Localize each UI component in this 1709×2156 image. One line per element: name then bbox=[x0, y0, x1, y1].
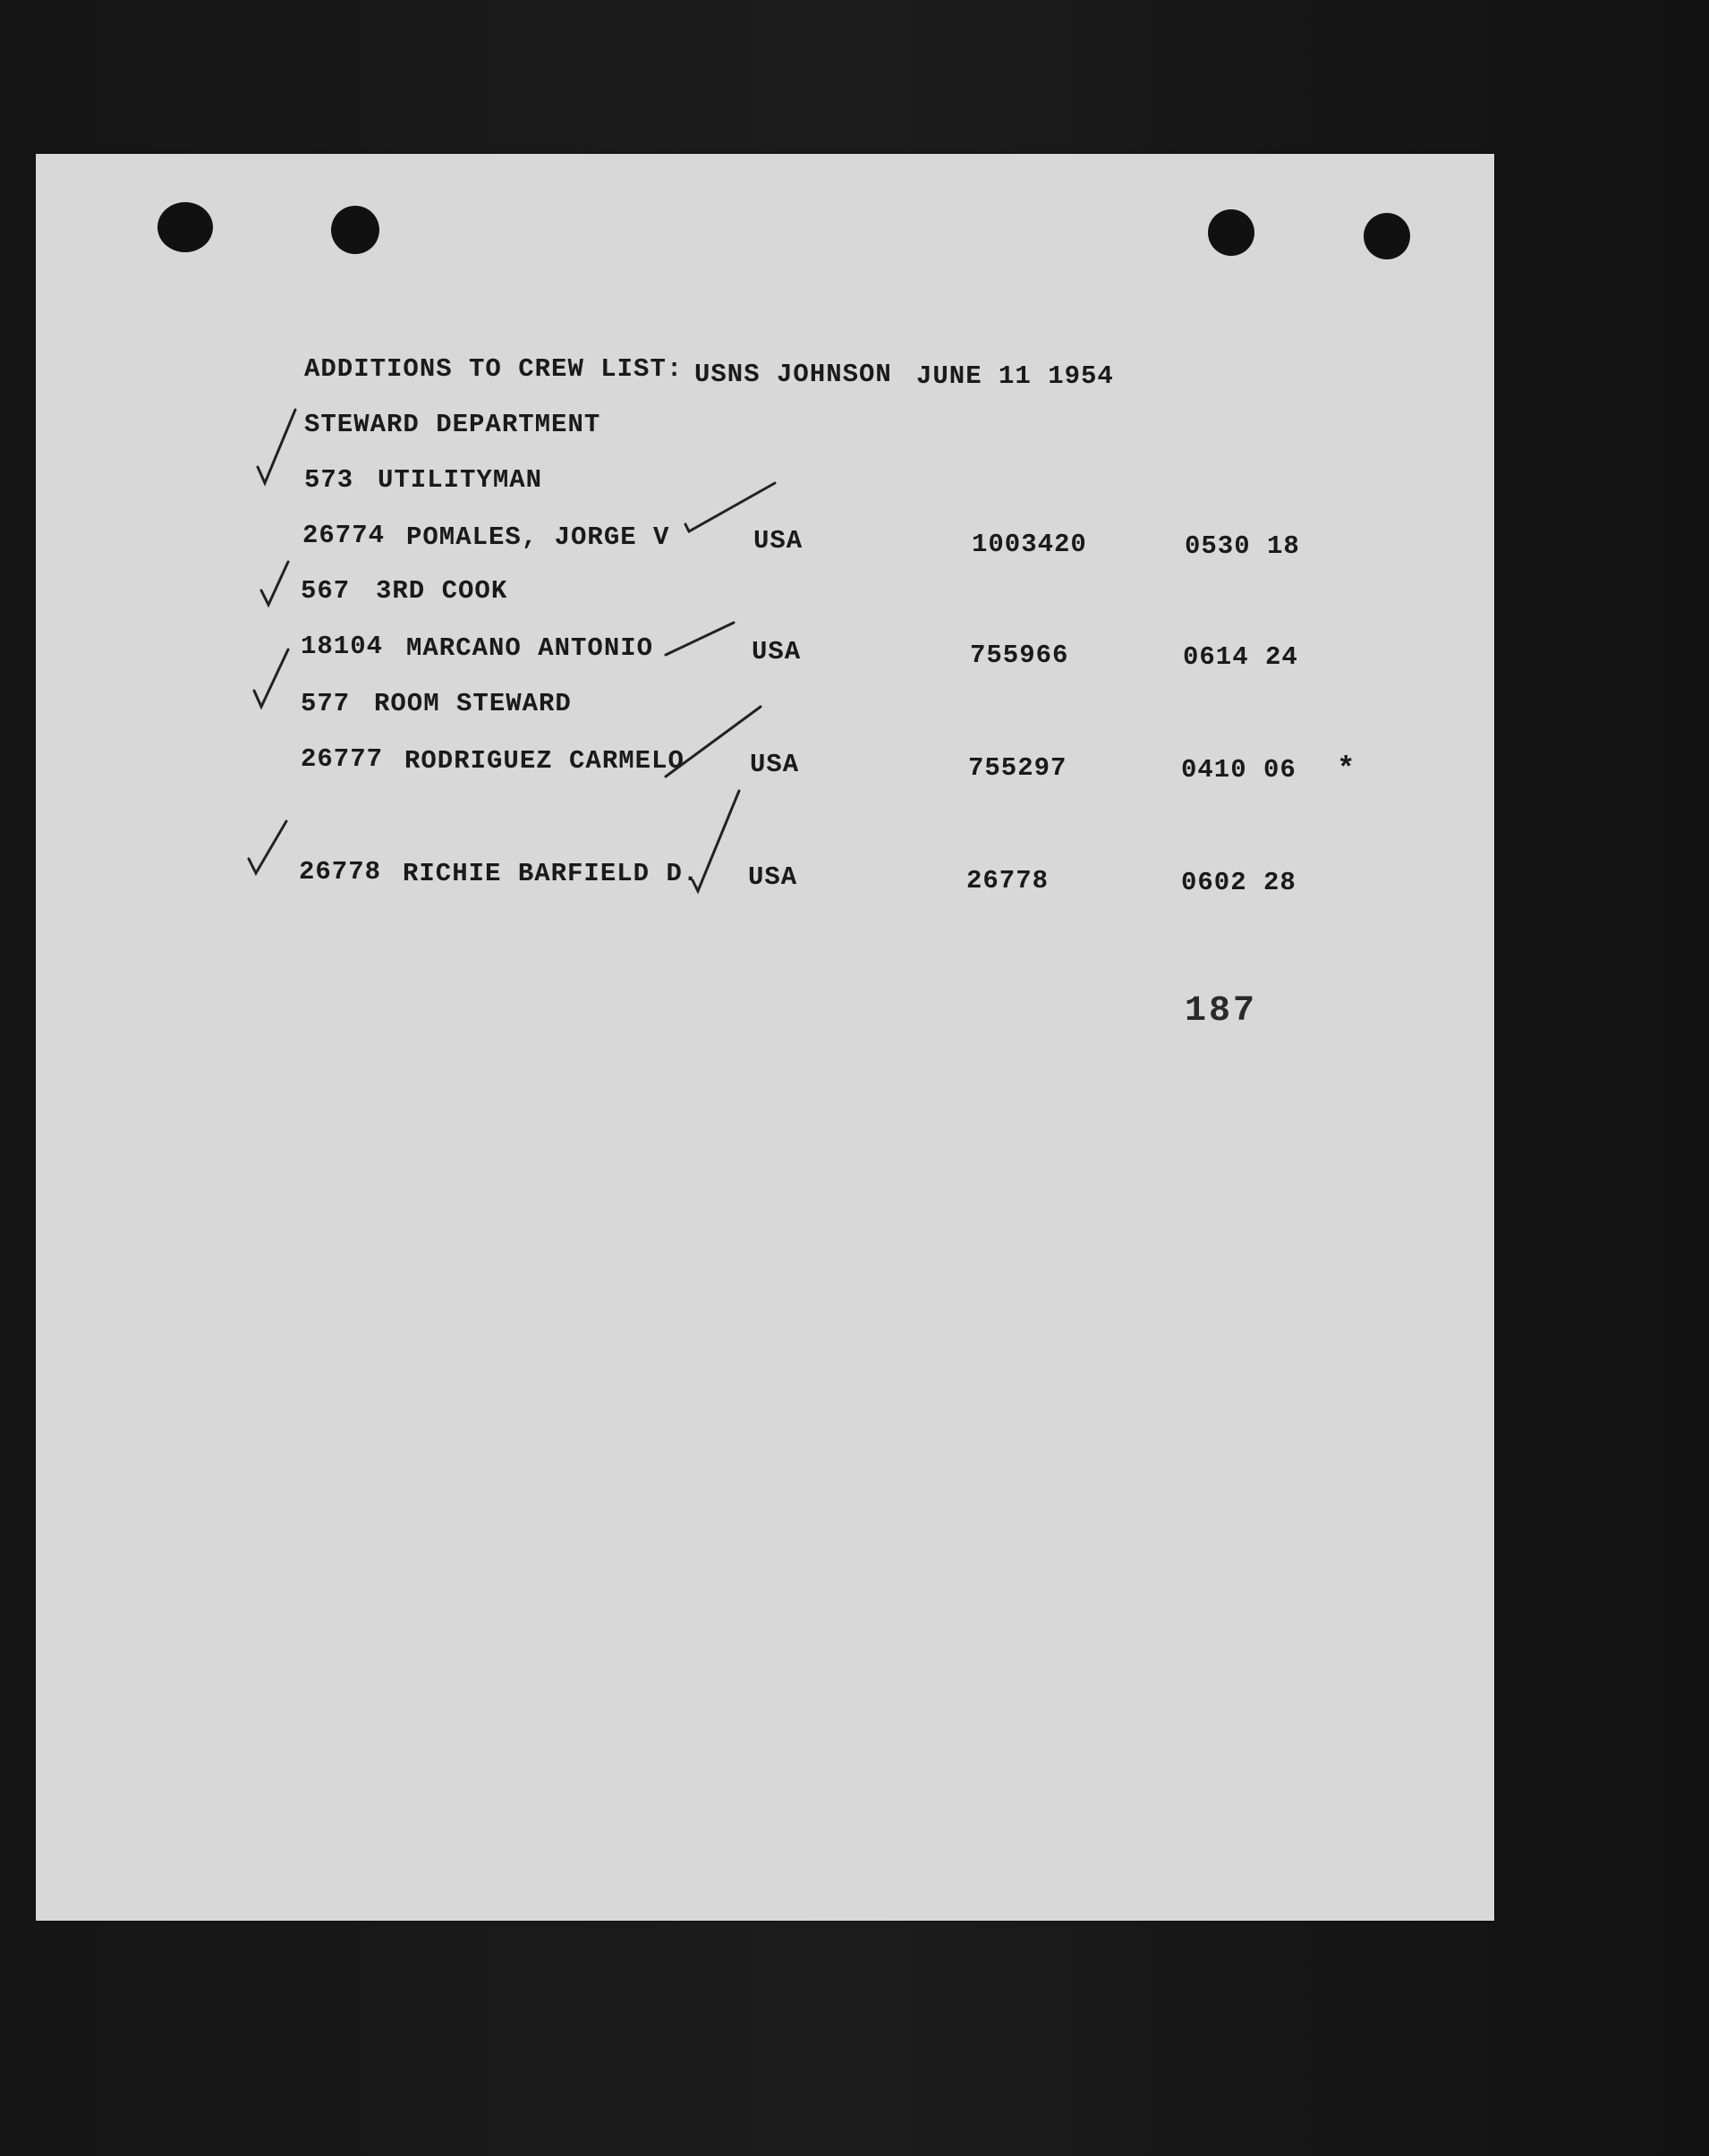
department-heading: STEWARD DEPARTMENT bbox=[304, 410, 601, 439]
date-code: 0410 06 bbox=[1181, 755, 1297, 785]
page-number: 187 bbox=[1185, 991, 1258, 1031]
rating-title: 3RD COOK bbox=[376, 576, 508, 606]
checkmark-icon bbox=[251, 404, 304, 494]
id-number: 755297 bbox=[968, 753, 1067, 783]
rating-code: 573 bbox=[304, 465, 354, 495]
punch-hole-4 bbox=[1364, 213, 1410, 259]
asterisk-mark: * bbox=[1337, 753, 1356, 787]
date-code: 0530 18 bbox=[1185, 531, 1300, 561]
tick-stroke-icon bbox=[678, 480, 786, 533]
document-date: JUNE 11 1954 bbox=[916, 361, 1114, 391]
rating-code: 577 bbox=[301, 689, 351, 718]
id-number: 755966 bbox=[970, 641, 1069, 670]
id-number: 1003420 bbox=[972, 530, 1087, 559]
punch-hole-3 bbox=[1208, 209, 1254, 256]
vessel-name: USNS JOHNSON bbox=[694, 360, 892, 389]
tick-stroke-icon bbox=[662, 617, 743, 662]
book-number: 26778 bbox=[299, 857, 382, 887]
punch-hole-2 bbox=[331, 206, 379, 254]
nationality: USA bbox=[753, 526, 803, 556]
nationality: USA bbox=[752, 637, 802, 666]
tick-stroke-icon bbox=[662, 701, 769, 782]
crew-name: RODRIGUEZ CARMELO bbox=[404, 746, 684, 776]
checkmark-icon bbox=[256, 555, 310, 617]
crew-name: MARCANO ANTONIO bbox=[406, 633, 654, 663]
crew-name: RICHIE BARFIELD D. bbox=[403, 859, 700, 888]
date-code: 0602 28 bbox=[1181, 868, 1297, 897]
punch-hole-1 bbox=[157, 202, 213, 252]
document-title: ADDITIONS TO CREW LIST: bbox=[304, 354, 684, 384]
book-number: 18104 bbox=[301, 632, 384, 661]
rating-code: 567 bbox=[301, 576, 351, 606]
date-code: 0614 24 bbox=[1183, 642, 1298, 672]
nationality: USA bbox=[748, 862, 798, 892]
tick-stroke-icon bbox=[687, 784, 750, 900]
rating-title: UTILITYMAN bbox=[378, 465, 543, 495]
checkmark-icon bbox=[247, 641, 310, 721]
book-number: 26774 bbox=[302, 521, 386, 550]
rating-title: ROOM STEWARD bbox=[374, 689, 572, 718]
document-page bbox=[36, 154, 1494, 1921]
checkmark-icon bbox=[243, 814, 306, 886]
nationality: USA bbox=[750, 750, 800, 779]
id-number: 26778 bbox=[966, 866, 1050, 896]
book-number: 26777 bbox=[301, 744, 384, 774]
crew-name: POMALES, JORGE V bbox=[406, 522, 670, 552]
